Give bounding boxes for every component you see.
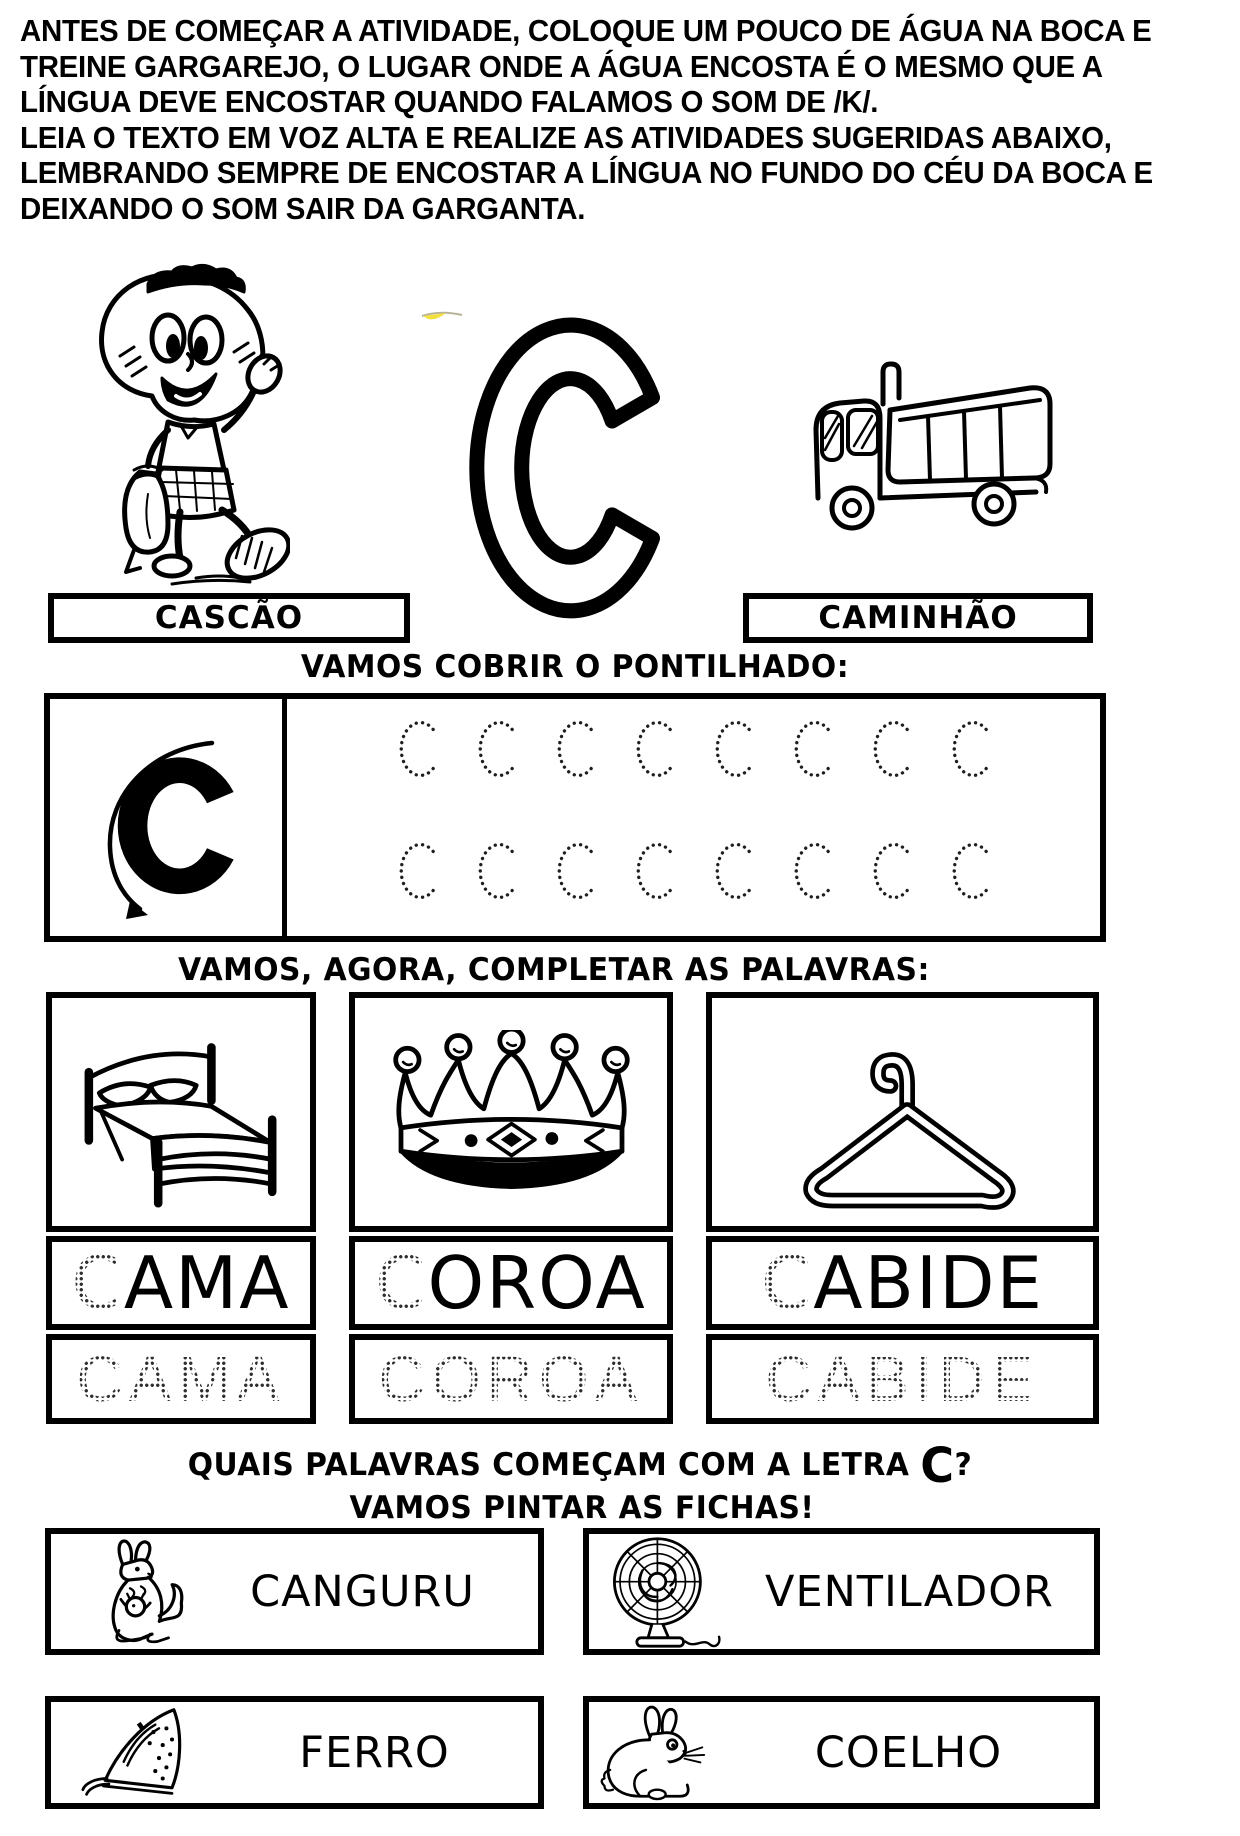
trace-word-cabide: CABIDE	[706, 1334, 1099, 1424]
model-letter-c-with-arrow	[50, 699, 282, 937]
dotted-letter-c	[869, 838, 914, 904]
dotted-letter-c	[474, 716, 519, 782]
instruction-line: TREINE GARGAREJO, O LUGAR ONDE A ÁGUA ENCOSTA É O MESMO QUE A	[20, 48, 1103, 84]
dotted-letter-row	[287, 716, 1100, 782]
word-column-cabide	[706, 992, 1099, 1424]
trace-word-cama: CAMA	[46, 1334, 316, 1424]
dump-truck-image	[788, 346, 1068, 538]
dotted-letter-c	[869, 716, 914, 782]
dotted-letter-c	[790, 716, 835, 782]
instruction-line: DEIXANDO O SOM SAIR DA GARGANTA.	[20, 190, 586, 226]
dotted-letter-c	[711, 838, 756, 904]
tracing-box	[44, 693, 1106, 942]
card-canguru	[45, 1528, 544, 1655]
dotted-letter-c	[474, 838, 519, 904]
complete-words-heading: VAMOS, AGORA, COMPLETAR AS PALAVRAS:	[178, 952, 930, 988]
card-ventilador	[583, 1528, 1100, 1655]
dotted-letter-c	[395, 838, 440, 904]
hanger-picture-box	[706, 992, 1099, 1232]
word-coroa	[349, 1236, 673, 1330]
crown-picture-box	[349, 992, 673, 1232]
caminhao-label: CAMINHÃO	[818, 600, 1018, 636]
word-rest: OROA	[427, 1241, 647, 1325]
card-label-ventilador: VENTILADOR	[765, 1566, 1054, 1617]
word-column-cama	[46, 992, 316, 1424]
dotted-letter-c	[948, 716, 993, 782]
bed-picture-box	[46, 992, 316, 1232]
instruction-line: LEMBRANDO SEMPRE DE ENCOSTAR A LÍNGUA NO FUNDO DO CÉU DA BOCA E	[20, 155, 1153, 190]
word-cama	[46, 1236, 316, 1330]
word-rest: ABIDE	[813, 1241, 1045, 1325]
card-label-canguru: CANGURU	[250, 1566, 475, 1617]
kangaroo-image	[95, 1537, 187, 1647]
dotted-letters-area	[287, 699, 1100, 936]
tracing-heading: VAMOS COBRIR O PONTILHADO:	[300, 649, 850, 685]
dotted-letter-c	[632, 716, 677, 782]
trace-word-coroa: COROA	[349, 1334, 673, 1424]
cascao-cartoon-image	[76, 254, 290, 588]
card-ferro	[45, 1696, 544, 1809]
card-coelho	[583, 1696, 1100, 1809]
rabbit-image	[597, 1704, 723, 1802]
crown-image	[384, 1030, 639, 1195]
word-rest: AMA	[123, 1241, 291, 1325]
instructions-paragraph	[20, 13, 1212, 226]
heading-letter-c: C	[920, 1438, 955, 1494]
cascao-label-box	[48, 593, 410, 643]
hanger-image	[778, 1007, 1028, 1217]
dotted-letter-row	[287, 838, 1100, 904]
dotted-letter-c	[790, 838, 835, 904]
caminhao-label-box	[743, 593, 1093, 643]
paint-question-heading: QUAIS PALAVRAS COMEÇAM COM A LETRA C?	[187, 1438, 973, 1494]
dotted-letter-c	[948, 838, 993, 904]
instruction-line: LEIA O TEXTO EM VOZ ALTA E REALIZE AS ATIVIDADES SUGERIDAS ABAIXO,	[20, 119, 1112, 155]
word-cabide	[706, 1236, 1099, 1330]
instruction-line: ANTES DE COMEÇAR A ATIVIDADE, COLOQUE UM POUCO DE ÁGUA NA BOCA E	[20, 13, 1152, 48]
dotted-first-letter: C	[760, 1241, 814, 1325]
iron-image	[81, 1704, 211, 1801]
card-label-ferro: FERRO	[299, 1727, 450, 1778]
paint-subheading: VAMOS PINTAR AS FICHAS!	[349, 1490, 815, 1526]
model-letter-cell	[50, 699, 287, 936]
dotted-letter-c	[553, 716, 598, 782]
fan-image	[601, 1535, 725, 1649]
dotted-first-letter: C	[71, 1241, 124, 1325]
dotted-letter-c	[711, 716, 756, 782]
instruction-line: LÍNGUA DEVE ENCOSTAR QUANDO FALAMOS O SOM DE /K/.	[20, 84, 879, 119]
dotted-letter-c	[553, 838, 598, 904]
dotted-letter-c	[395, 716, 440, 782]
big-letter-c-outline	[458, 306, 676, 628]
dotted-letter-c	[632, 838, 677, 904]
card-label-coelho: COELHO	[814, 1727, 1003, 1778]
cascao-label: CASCÃO	[154, 600, 304, 636]
bed-image	[67, 1014, 295, 1210]
word-column-coroa	[349, 992, 673, 1424]
dotted-first-letter: C	[375, 1241, 428, 1325]
